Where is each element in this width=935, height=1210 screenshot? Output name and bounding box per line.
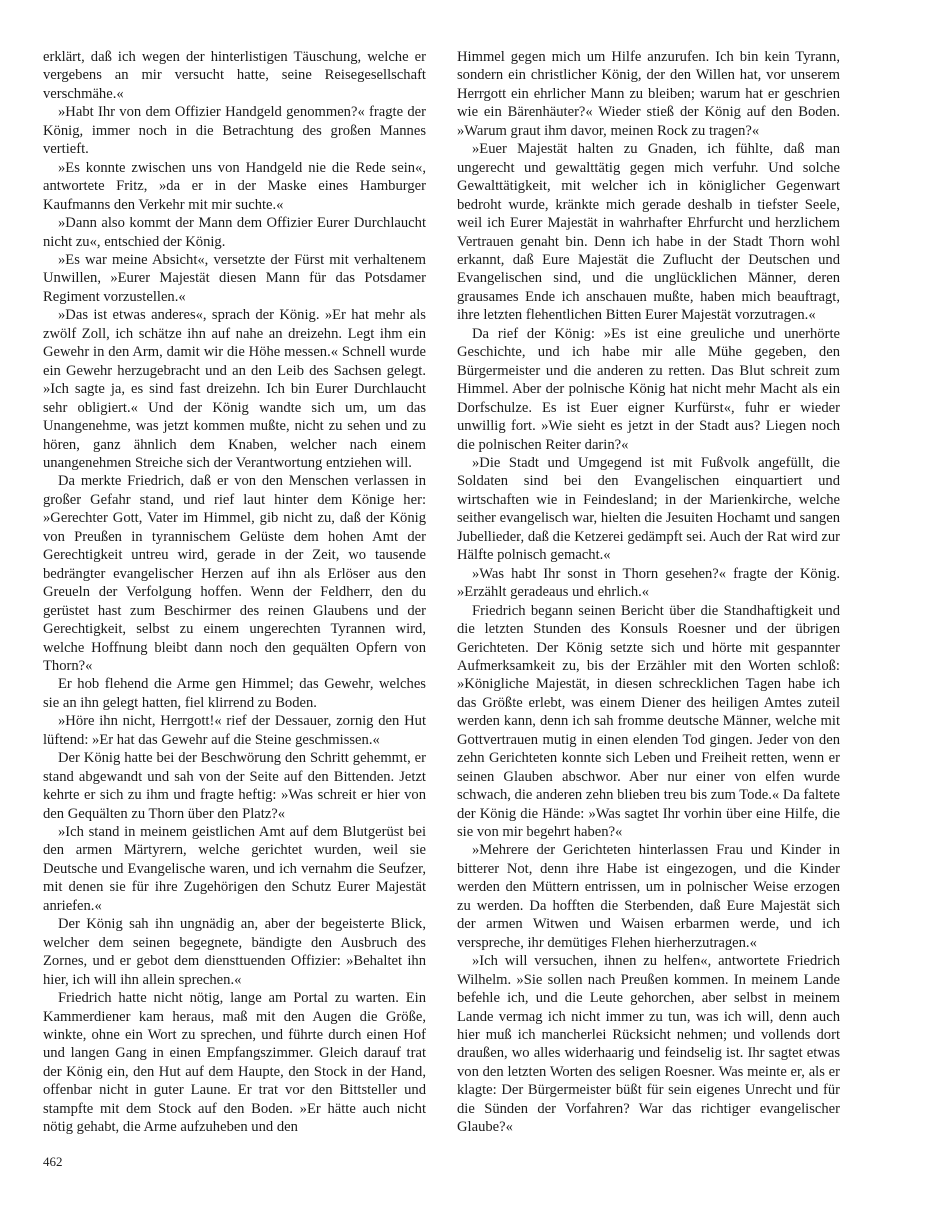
paragraph: »Dann also kommt der Mann dem Offizier Eurer Durchlaucht nicht zu«, entschied der König. — [43, 215, 426, 250]
paragraph: Er hob flehend die Arme gen Himmel; das Gewehr, welches sie an ihn gelegt hatten, fiel klirrend zu Boden. — [43, 676, 426, 711]
paragraph: Himmel gegen mich um Hilfe anzurufen. Ich bin kein Tyrann, sondern ein christlicher König, der den Willen hat, vor unserem Herrgott ein ehrlicher Mann zu bleiben; warum hat er geschrien wie ein Bärenhäuter?« Wieder stieß der König auf den Boden. »Warum graut ihm davor, meinen Rock zu tragen?« — [457, 49, 840, 139]
paragraph: »Die Stadt und Umgegend ist mit Fußvolk angefüllt, die Soldaten sind bei den Evangelischen einquartiert und wirtschaften wie in Feindesland; in der Marienkirche, welche seither evangelisch war, hielten die Jesuiten Hochamt und sangen Jubellieder, daß die Ketzerei gedämpft sei. Auch der Rat wird zur Hälfte polnisch gemacht.« — [457, 454, 840, 564]
left-text-column — [43, 48, 426, 1137]
paragraph: »Mehrere der Gerichteten hinterlassen Frau und Kinder in bitterer Not, denn ihre Habe ist eingezogen, und die Kinder werden den Müttern entrissen, um in polnischer Weise erzogen zu werden. Da hofften die Sterbenden, daß Eure Majestät sich der armen Witwen und Waisen erbarmen werde, und ich verspreche, ihr demütiges Flehen hierherzutragen.« — [457, 842, 840, 951]
paragraph: Der König hatte bei der Beschwörung den Schritt gehemmt, er stand abgewandt und sah von der Seite auf den Bittenden. Jetzt kehrte er sich zu ihm und fragte heftig: »Was schreit er hier von den Gequälten zu Thorn über den Platz?« — [43, 750, 426, 822]
paragraph: Friedrich hatte nicht nötig, lange am Portal zu warten. Ein Kammerdiener kam heraus, maß mit den Augen die Größe, winkte, ohne ein Wort zu sprechen, und führte durch einen Hof und langen Gang in einen Empfangszimmer. Gleich darauf trat der König ein, den Hut auf dem Haupte, den Stock in der Hand, offenbar nicht in guter Laune. Er trat vor den Bittsteller und stampfte mit dem Stock auf den Boden. »Er hätte auch nicht nötig gehabt, die Arme aufzuheben und den — [43, 990, 426, 1136]
paragraph: Da merkte Friedrich, daß er von den Menschen verlassen in großer Gefahr stand, und rief laut hinter dem Könige her: »Gerechter Gott, Vater im Himmel, gib nicht zu, daß der König von Preußen in tyrannischem Gelüste dem hohen Amt der Gerechtigkeit untreu wird, gerade in der Zeit, wo tausende bedrängter evangelischer Herzen auf ihn als Erlöser aus den Greueln der Verfolgung hoffen. Wenn der Feldherr, den du gerüstet hast zum Beschirmer des reinen Glaubens und der Gerechtigkeit, selbst zu einem ungerechten Tyrannen wird, welche Hoffnung bleibt dann noch den gequälten Opfern von Thorn?« — [43, 473, 426, 674]
paragraph: »Habt Ihr von dem Offizier Handgeld genommen?« fragte der König, immer noch in die Betrachtung des großen Mannes vertieft. — [43, 104, 426, 158]
paragraph: »Es war meine Absicht«, versetzte der Fürst mit verhaltenem Unwillen, »Eurer Majestät diesen Mann für das Potsdamer Regiment vorzustellen.« — [43, 251, 426, 305]
paragraph: »Höre ihn nicht, Herrgott!« rief der Dessauer, zornig den Hut lüftend: »Er hat das Gewehr auf die Steine geschmissen.« — [43, 713, 426, 748]
page-number: 462 — [43, 1154, 63, 1169]
paragraph: »Ich will versuchen, ihnen zu helfen«, antwortete Friedrich Wilhelm. »Sie sollen nach Preußen kommen. In meinem Lande befehle ich, und die Leute gehorchen, aber selbst in meinem Lande vermag ich nicht immer zu tun, was ich will, denn auch hier muß ich mancherlei Rücksicht nehmen; und vollends dort draußen, wo alles widerhaarig und feindselig ist. Ihr sagtet etwas von den letzten Worten des seligen Roesner. Was meinte er, als er klagte: Der Bürgermeister büßt für sein eigenes Unrecht und für die Sünden der Vorfahren? War das richtiger evangelischer Glaube?« — [457, 953, 840, 1136]
paragraph: »Ich stand in meinem geistlichen Amt auf dem Blutgerüst bei den armen Märtyrern, welche gerichtet wurden, weil sie Deutsche und Evangelische waren, und ich vernahm die Seufzer, mit denen sie für ihre Zugehörigen den Schutz Eurer Majestät anriefen.« — [43, 824, 426, 914]
paragraph: Der König sah ihn ungnädig an, aber der begeisterte Blick, welcher dem seinen begegnete, bändigte den Ausbruch des Zornes, und er gebot dem diensttuenden Offizier: »Behaltet ihn hier, ich will ihn allein sprechen.« — [43, 916, 426, 988]
paragraph: Friedrich begann seinen Bericht über die Standhaftigkeit und die letzten Stunden des Konsuls Roesner und der übrigen Gerichteten. Der König setzte sich und hörte mit gespannter Aufmerksamkeit zu, bis der Erzähler mit den Worten schloß: »Königliche Majestät, in diesen schrecklichen Tagen habe ich das Größte erlebt, was einem Diener des heiligen Amtes zuteil werden kann, denn ich sah fromme deutsche Männer, welche mit Gottvertrauen mutig in einen elenden Tod gingen. Jeder von den zehn Gerichteten konnte sich Leben und Freiheit retten, wenn er seinen Glauben abschwor. Aber nur einer von elfen wurde schwach, die anderen zehn blieben treu bis zum Tode.« Da faltete der König die Hände: »Was sagtet Ihr vorhin über eine Hilfe, die sie von mir begehrt haben?« — [457, 602, 840, 841]
paragraph: »Das ist etwas anderes«, sprach der König. »Er hat mehr als zwölf Zoll, ich schätze ihn auf nahe an dreizehn. Legt ihm ein Gewehr in den Arm, damit wir die Höhe messen.« Schnell wurde ein Gewehr herzugebracht und an den Leib des Sachsen gelegt. »Ich sagte ja, es sind fast dreizehn. Ich bin Eurer Durchlaucht sehr obligiert.« Und der König wandte sich um, um das Unangenehme, was jetzt kommen mußte, nicht zu sehen und zu hören, ganz ähnlich dem Knaben, welcher nach einem unangenehmen Streiche sich der Verantwortung entziehen will. — [43, 307, 426, 471]
paragraph: »Was habt Ihr sonst in Thorn gesehen?« fragte der König. »Erzählt geradeaus und ehrlich.« — [457, 565, 840, 601]
paragraph: »Euer Majestät halten zu Gnaden, ich fühlte, daß man ungerecht und gewalttätig gegen mich verfuhr. Und solche Gewalttätigkeit, mit welcher ich in königlicher Gegenwart bedroht wurde, kränkte mich gerade deshalb in tiefster Seele, weil ich Eurer Majestät in wahrhafter Ehrfurcht und herzlichem Vertrauen genaht bin. Denn ich habe in der Stadt Thorn wohl erkannt, daß Eure Majestät die Zuflucht der Deutschen und Evangelischen sind, und die unglücklichen Männer, deren grausames Ende ich anschauen mußte, haben mich beauftragt, ihre letzten flehentlichen Bitten Eurer Majestät vorzutragen.« — [457, 141, 840, 324]
paragraph: Da rief der König: »Es ist eine greuliche und unerhörte Geschichte, und ich habe mir alle Mühe gegeben, den Bürgermeister und die anderen zu retten. Das Blut schreit zum Himmel. Aber der polnische König hat nicht mehr Macht als ein Dorfschulze. Es ist Euer eigner Kurfürst«, fuhr er wieder unwillig fort. »Wie sieht es jetzt in der Stadt aus? Liegen noch die polnischen Reiter darin?« — [457, 325, 840, 453]
paragraph: »Es konnte zwischen uns von Handgeld nie die Rede sein«, antwortete Fritz, »da er in der Maske eines Hamburger Kaufmanns den Verkehr mit mir suchte.« — [43, 159, 426, 213]
right-text-column — [457, 48, 840, 1137]
paragraph: erklärt, daß ich wegen der hinterlistigen Täuschung, welche er vergebens an mir versucht hatte, seine Reisegesellschaft verschmähe.« — [43, 49, 426, 102]
